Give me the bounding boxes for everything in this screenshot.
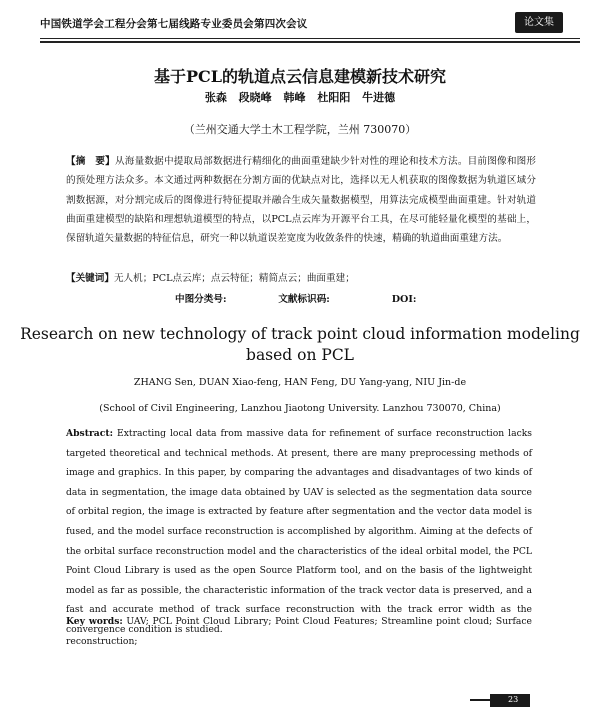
abstract-cn-text: 从海量数据中提取局部数据进行精细化的曲面重建缺少针对性的理论和技术方法。目前图像和图形的预处理方法众多。本文通过两种数据在分割方面的优缺点对比，选择以无人机获取的图像数据为轨道区域分割数据源，对分割完成后的图像进行特征提取并融合生成矢量数据模型，用算法完成模型曲面重建。针对轨道曲面重建模型的缺陷和理想轨道模型的特点，以PCL点云库为开源平台工具，在尽可能轻量化模型的基础上，保留轨道矢量数据的特征信息，研究一种以轨道误差宽度为收敛条件的快速，精确的轨道曲面重建方法。 — [66, 156, 537, 245]
conference-name: 中国铁道学会工程分会第七届线路专业委员会第四次会议 — [40, 18, 308, 30]
keywords-en — [66, 612, 532, 651]
affiliation-cn: （兰州交通大学土木工程学院，兰州 730070） — [183, 123, 417, 136]
header-rule — [40, 38, 580, 39]
keywords-cn-text: 无人机；PCL点云库；点云特征；精简点云；曲面重建； — [113, 273, 355, 284]
header-rule-thick — [40, 41, 580, 43]
abstract-cn — [66, 152, 536, 248]
paper-title-cn: 基于PCL的轨道点云信息建模新技术研究 — [153, 67, 447, 86]
paper-title-en: Research on new technology of track point cloud information modeling based on PCL — [20, 325, 580, 364]
running-header — [40, 12, 554, 34]
abstract-en — [66, 424, 532, 640]
authors-en: ZHANG Sen, DUAN Xiao-feng, HAN Feng, DU Yang-yang, NIU Jin-de — [133, 377, 467, 388]
abstract-en-text: Extracting local data from massive data for refinement of surface reconstruction lacks targeted theoretical and technical methods. At present, there are many preprocessing methods of image and graphics. In this paper, by comparing the advantages and disadvantages of two kinds of data in segmentation, the image data obtained by UAV is selected as the segmentation data source of orbital region, the image is extracted by feature after segmentation and the vector data model is fused, and the model surface reconstruction is accomplished by algorithm. Aiming at the defects of the orbital surface reconstruction model and the characteristics of the ideal orbital model, the PCL Point Cloud Library is used as the open Source Platform tool, and on the basis of the lightweight model as far as possible, the characteristic information of the track vector data is preserved, and a fast and accurate method of track surface reconstruction with the track error width as the convergence condition is studied. — [66, 428, 533, 635]
page-number: 23 — [508, 695, 519, 704]
doc-code-label: 文献标识码: — [278, 294, 330, 305]
classification-line — [175, 291, 416, 305]
proceedings-badge: 论文集 — [515, 12, 563, 33]
keywords-en-label: Key words: — [66, 616, 123, 627]
abstract-en-label: Abstract: — [66, 428, 113, 439]
abstract-cn-label: 【摘 要】 — [66, 156, 115, 167]
keywords-en-text: UAV; PCL Point Cloud Library; Point Cloud Features; Streamline point cloud; Surface reconstruction; — [66, 616, 532, 647]
affiliation-en: (School of Civil Engineering, Lanzhou Jiaotong University. Lanzhou 730070, China) — [99, 403, 501, 414]
keywords-cn — [66, 270, 536, 284]
keywords-cn-label: 【关键词】 — [66, 273, 114, 284]
clc-label: 中图分类号: — [175, 294, 227, 305]
authors-cn: 张森 段晓峰 韩峰 杜阳阳 牛进德 — [204, 91, 396, 104]
doi-label: DOI: — [391, 294, 417, 305]
